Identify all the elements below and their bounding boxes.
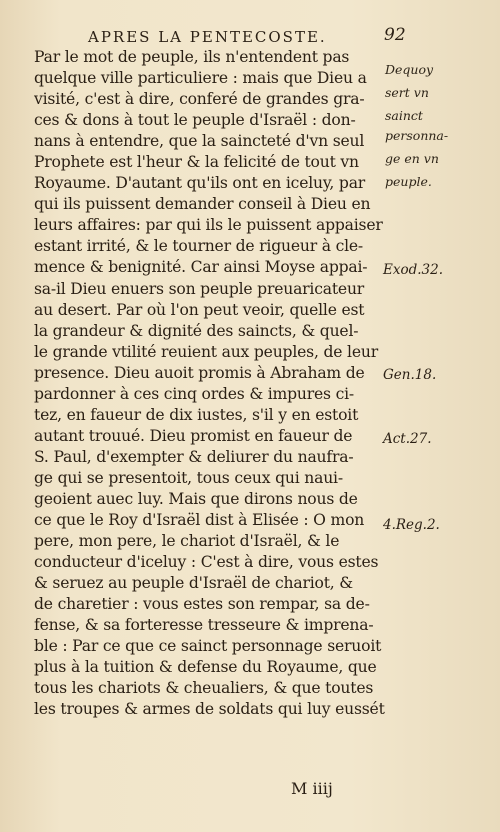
margin-annotation: peuple. [385,174,432,189]
text-line: visité, c'est à dire, conferé de grandes gra- [34,90,365,109]
margin-annotation: sainct [385,108,423,123]
text-line: autant trouué. Dieu promist en faueur de [34,426,353,445]
text-line: au desert. Par où l'on peut veoir, quelle est [34,300,365,319]
scripture-reference: Gen.18. [383,367,437,383]
text-line: ge qui se presentoit, tous ceux qui naui- [34,468,343,487]
page-number: 92 [384,25,406,45]
text-line: geoient auec luy. Mais que dirons nous de [34,489,358,508]
text-line: Royaume. D'autant qu'ils ont en iceluy, par [34,174,366,193]
text-line: le grande vtilité reuient aux peuples, de leur [34,342,378,361]
margin-annotation: Dequoy [385,62,434,77]
text-line: mence & benignité. Car ainsi Moyse appai- [34,258,368,277]
text-line: ce que le Roy d'Israël dist à Elisée : O mon [34,511,365,530]
text-line: de charetier : vous estes son rempar, sa de- [34,595,370,614]
text-line: ble : Par ce que ce sainct personnage seruoit [34,637,382,656]
running-title: APRES LA PENTECOSTE. [88,28,327,46]
text-line: conducteur d'iceluy : C'est à dire, vous estes [34,553,379,572]
scripture-reference: Act.27. [383,431,432,447]
body-text [34,47,390,721]
text-line: & seruez au peuple d'Israël de chariot, & [34,574,353,593]
text-line: pere, mon pere, le chariot d'Israël, & le [34,532,340,551]
text-line: pardonner à ces cinq ordes & impures ci- [34,384,354,403]
text-line: leurs affaires: par qui ils le puissent appaiser [34,216,383,235]
text-line: S. Paul, d'exempter & deliurer du naufra- [34,447,354,466]
text-line: fense, & sa forteresse tresseure & imprena- [34,616,374,635]
signature-mark: M iiij [291,779,333,798]
text-line: les troupes & armes de soldats qui luy eussét [34,700,385,719]
scripture-reference: Exod.32. [383,262,443,278]
text-line: sa-il Dieu enuers son peuple preuaricateur [34,279,365,298]
text-line: Prophete est l'heur & la felicité de tout vn [34,153,359,172]
text-line: tez, en faueur de dix iustes, s'il y en estoit [34,405,359,424]
text-line: tous les chariots & cheualiers, & que toutes [34,679,374,698]
text-line: quelque ville particuliere : mais que Dieu a [34,69,367,88]
margin-annotation: ge en vn [385,151,439,166]
text-line: plus à la tuition & defense du Royaume, que [34,658,377,677]
text-line: nans à entendre, que la saincteté d'vn seul [34,132,365,151]
scripture-reference: 4.Reg.2. [383,517,440,533]
text-line: presence. Dieu auoit promis à Abraham de [34,363,365,382]
text-line: Par le mot de peuple, ils n'entendent pas [34,48,350,66]
margin-annotation: personna- [385,128,449,143]
text-line: estant irrité, & le tourner de rigueur à cle- [34,237,363,256]
text-line: la grandeur & dignité des saincts, & quel- [34,321,359,340]
margin-annotation: sert vn [385,85,429,100]
text-line: qui ils puissent demander conseil à Dieu en [34,195,371,214]
text-line: ces & dons à tout le peuple d'Israël : don- [34,111,356,130]
